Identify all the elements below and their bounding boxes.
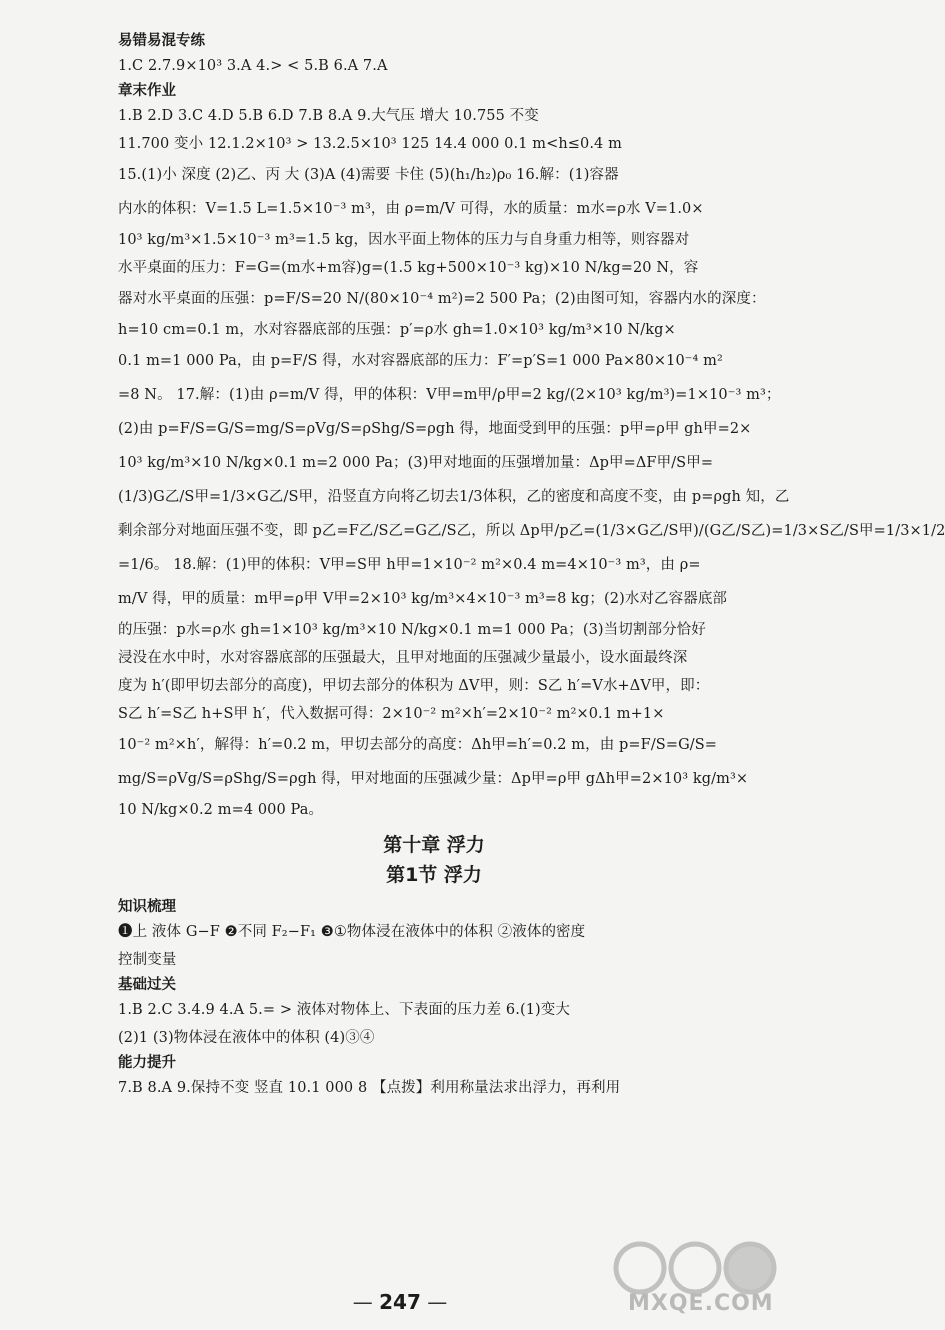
answer-line: (1/3)G乙/S甲=1/3×G乙/S甲，沿竖直方向将乙切去1/3体积，乙的密度和高度不变，由 p=ρgh 知，乙 (118, 489, 790, 505)
answer-line: (2)由 p=F/S=G/S=mg/S=ρVg/S=ρShg/S=ρgh 得，地面受到甲的压强：p甲=ρ甲 gh甲=2× (118, 421, 752, 437)
answer-page (118, 30, 945, 1102)
section-heading: 章末作业 (118, 83, 176, 99)
answer-line: =1/6。 18.解：(1)甲的体积：V甲=S甲 h甲=1×10⁻² m²×0.4 m=4×10⁻³ m³，由 ρ= (118, 557, 701, 573)
watermark-logo (600, 1236, 790, 1326)
answer-line: 控制变量 (118, 952, 177, 968)
section-chapter-homework (118, 80, 945, 824)
answer-line: 10 N/kg×0.2 m=4 000 Pa。 (118, 802, 324, 818)
answer-line: h=10 cm=0.1 m，水对容器底部的压强：p′=ρ水 gh=1.0×10³ kg/m³×10 N/kg× (118, 322, 676, 338)
watermark-badge-icon (600, 1236, 790, 1296)
answer-line: mg/S=ρVg/S=ρShg/S=ρgh 得，甲对地面的压强减少量：Δp甲=ρ甲 gΔh甲=2×10³ kg/m³× (118, 771, 749, 787)
answer-line: 7.B 8.A 9.保持不变 竖直 10.1 000 8 【点拨】利用称量法求出浮力，再利用 (118, 1080, 621, 1096)
answer-line: ❶上 液体 G−F ❷不同 F₂−F₁ ❸①物体浸在液体中的体积 ②液体的密度 (118, 924, 586, 940)
watermark-text: MXQE.COM (628, 1291, 774, 1316)
answer-line: 0.1 m=1 000 Pa，由 p=F/S 得，水对容器底部的压力：F′=p′S=1 000 Pa×80×10⁻⁴ m² (118, 353, 723, 369)
answer-line: 度为 h′(即甲切去部分的高度)，甲切去部分的体积为 ΔV甲，则：S乙 h′=V水+ΔV甲，即： (118, 678, 710, 694)
answer-line: 15.(1)小 深度 (2)乙、丙 大 (3)A (4)需要 卡住 (5)(h₁/h₂)ρ₀ 16.解：(1)容器 (118, 167, 619, 183)
answer-line: 11.700 变小 12.1.2×10³ > 13.2.5×10³ 125 14.4 000 0.1 m<h≤0.4 m (118, 136, 622, 152)
section-heading: 能力提升 (118, 1055, 176, 1071)
section-title: 第1节 浮力 (386, 864, 482, 886)
answer-line: 10⁻² m²×h′，解得：h′=0.2 m，甲切去部分的高度：Δh甲=h′=0.2 m，由 p=F/S=G/S= (118, 737, 718, 753)
section-heading: 基础过关 (118, 977, 176, 993)
section-easy-mistakes (118, 30, 690, 80)
section-knowledge-review (118, 896, 690, 974)
chapter-title: 第十章 浮力 (383, 834, 485, 856)
answer-line: 器对水平桌面的压强：p=F/S=20 N/(80×10⁻⁴ m²)=2 500 Pa；(2)由图可知，容器内水的深度： (118, 291, 766, 307)
answer-line: 1.B 2.D 3.C 4.D 5.B 6.D 7.B 8.A 9.大气压 增大 10.755 不变 (118, 108, 539, 124)
answer-line: 水平桌面的压力：F=G=(m水+m容)g=(1.5 kg+500×10⁻³ kg)×10 N/kg=20 N，容 (118, 260, 699, 276)
answer-line: 1.C 2.7.9×10³ 3.A 4.> < 5.B 6.A 7.A (118, 58, 388, 74)
section-heading: 知识梳理 (118, 899, 176, 915)
section-basic (118, 974, 690, 1052)
answer-line: 1.B 2.C 3.4.9 4.A 5.= > 液体对物体上、下表面的压力差 6.(1)变大 (118, 1002, 570, 1018)
answer-line: 浸没在水中时，水对容器底部的压强最大，且甲对地面的压强减少量最小，设水面最终深 (118, 650, 688, 666)
answer-line: 10³ kg/m³×10 N/kg×0.1 m=2 000 Pa；(3)甲对地面的压强增加量：Δp甲=ΔF甲/S甲= (118, 455, 714, 471)
answer-line: 内水的体积：V=1.5 L=1.5×10⁻³ m³，由 ρ=m/V 可得，水的质量：m水=ρ水 V=1.0× (118, 201, 704, 217)
answer-line: m/V 得，甲的质量：m甲=ρ甲 V甲=2×10³ kg/m³×4×10⁻³ m³=8 kg；(2)水对乙容器底部 (118, 591, 728, 607)
section-advanced (118, 1052, 690, 1102)
answer-line: 剩余部分对地面压强不变，即 p乙=F乙/S乙=G乙/S乙，所以 Δp甲/p乙=(1/3×G乙/S甲)/(G乙/S乙)=1/3×S乙/S甲=1/3×1/2 (118, 523, 945, 539)
answer-line: (2)1 (3)物体浸在液体中的体积 (4)③④ (118, 1030, 375, 1046)
section-heading: 易错易混专练 (118, 33, 205, 49)
answer-line: S乙 h′=S乙 h+S甲 h′，代入数据可得：2×10⁻² m²×h′=2×10⁻² m²×0.1 m+1× (118, 706, 665, 722)
answer-line: 10³ kg/m³×1.5×10⁻³ m³=1.5 kg，因水平面上物体的压力与自身重力相等，则容器对 (118, 232, 690, 248)
page-number-value: 247 (379, 1290, 421, 1314)
answer-line: 的压强：p水=ρ水 gh=1×10³ kg/m³×10 N/kg×0.1 m=1 000 Pa；(3)当切割部分恰好 (118, 622, 706, 638)
page-number: — 247 — (352, 1290, 448, 1314)
answer-line: =8 N。 17.解：(1)由 ρ=m/V 得，甲的体积：V甲=m甲/ρ甲=2 kg/(2×10³ kg/m³)=1×10⁻³ m³； (118, 387, 781, 403)
